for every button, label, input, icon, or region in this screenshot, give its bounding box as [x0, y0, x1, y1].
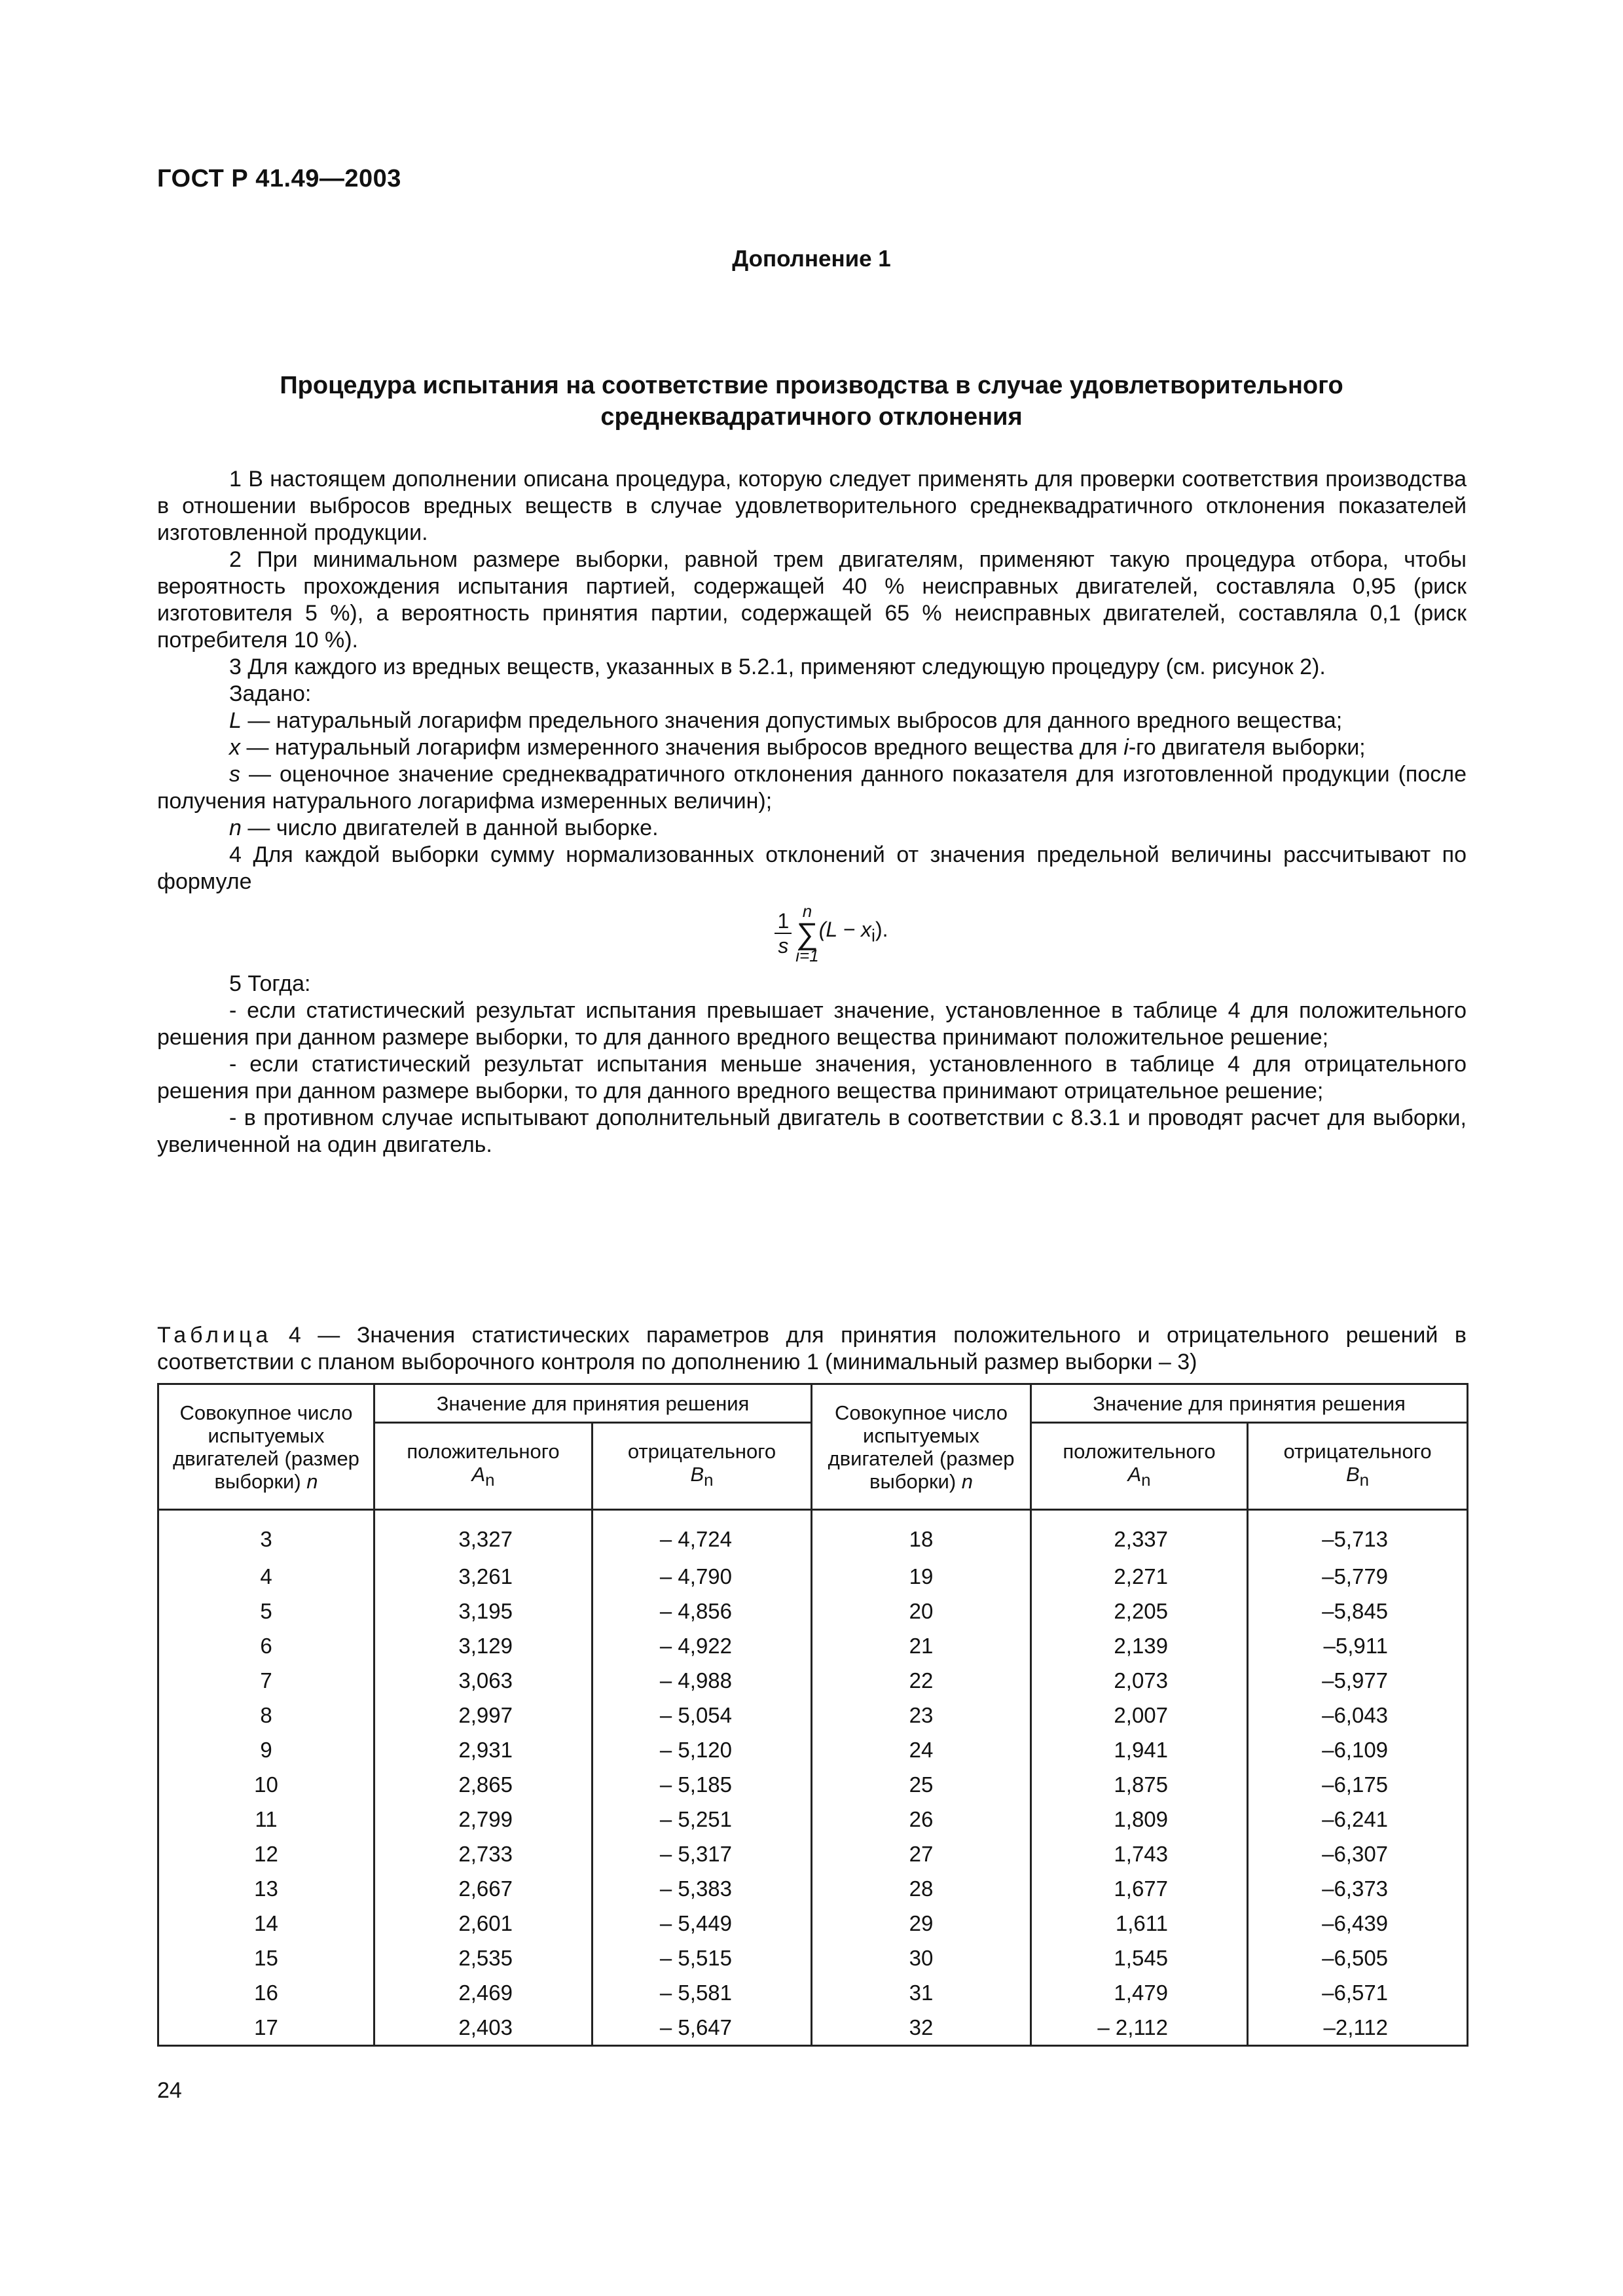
table-cell: 10	[158, 1767, 374, 1802]
header-negative-2-symbol: B	[1345, 1462, 1360, 1486]
table-row	[158, 1663, 1468, 1698]
definition-n	[157, 815, 1467, 842]
table-row	[158, 1906, 1468, 1941]
sigma-symbol: ∑	[796, 916, 818, 950]
table-cell: 2,997	[374, 1698, 593, 1732]
table-cell: –6,439	[1248, 1906, 1468, 1941]
header-positive-2-text: положительного	[1063, 1439, 1216, 1463]
definition-s	[157, 761, 1467, 815]
table-cell: –6,571	[1248, 1975, 1468, 2010]
table-cell: – 5,185	[593, 1767, 812, 1802]
table-cell: – 4,922	[593, 1628, 812, 1663]
main-title	[157, 370, 1466, 433]
table-cell: 18	[812, 1510, 1031, 1560]
table-cell: 2,931	[374, 1732, 593, 1767]
table-cell: 16	[158, 1975, 374, 2010]
table-cell: 15	[158, 1941, 374, 1975]
symbol-n: n	[229, 816, 242, 840]
paragraph-3: 3 Для каждого из вредных веществ, указанных в 5.2.1, применяют следующую процедуру (см. рисунок 2).	[229, 655, 1326, 679]
table-cell: 21	[812, 1628, 1031, 1663]
table-cell: 24	[812, 1732, 1031, 1767]
sum-formula	[196, 895, 1467, 971]
table-cell: 14	[158, 1906, 374, 1941]
table-cell: 1,875	[1031, 1767, 1248, 1802]
table-cell: 1,941	[1031, 1732, 1248, 1767]
table-cell: – 5,449	[593, 1906, 812, 1941]
paragraph-5: 5 Тогда:	[229, 971, 311, 996]
table-row	[158, 1767, 1468, 1802]
table-cell: 2,205	[1031, 1594, 1248, 1628]
table-cell: 2,337	[1031, 1510, 1248, 1560]
formula-fraction	[775, 909, 792, 958]
table-cell: 17	[158, 2010, 374, 2046]
paragraph-1: 1 В настоящем дополнении описана процедура, которую следует применять для проверки соответствия производства в отношении выбросов вредных веществ в случае удовлетворительного среднеквадратичного отклонения показателей изготовленной продукции.	[157, 467, 1467, 545]
table-cell: 6	[158, 1628, 374, 1663]
table-cell: –5,911	[1248, 1628, 1468, 1663]
table-cell: 1,677	[1031, 1871, 1248, 1906]
table-cell: –6,109	[1248, 1732, 1468, 1767]
table-cell: –5,845	[1248, 1594, 1468, 1628]
bullet-3: - в противном случае испытывают дополнительный двигатель в соответствии с 8.3.1 и проводят расчет для выборки, увеличенной на один двигатель.	[157, 1105, 1467, 1157]
bullet-1: - если статистический результат испытания превышает значение, установленное в таблице 4 для положительного решения при данном размере выборки, то для данного вредного вещества принимают положительное решение;	[157, 998, 1467, 1050]
table-cell: 7	[158, 1663, 374, 1698]
table-body	[158, 1510, 1468, 2046]
header-negative-2-sub: n	[1359, 1471, 1370, 1490]
table-cell: – 5,515	[593, 1941, 812, 1975]
definition-n-text: — число двигателей в данной выборке.	[241, 816, 659, 840]
page-number: 24	[157, 2078, 182, 2103]
table-cell: 5	[158, 1594, 374, 1628]
table-cell: 19	[812, 1559, 1031, 1594]
formula-tail: ).	[875, 918, 888, 942]
definition-L-text: — натуральный логарифм предельного значения допустимых выбросов для данного вредного вещества;	[241, 708, 1343, 733]
table-row	[158, 1510, 1468, 1560]
table-row	[158, 1594, 1468, 1628]
formula-expression: (L − x	[818, 918, 872, 942]
table-cell: 28	[812, 1871, 1031, 1906]
table-cell: 3,327	[374, 1510, 593, 1560]
table-cell: –6,307	[1248, 1837, 1468, 1871]
definition-x	[157, 734, 1467, 761]
table-cell: –5,713	[1248, 1510, 1468, 1560]
table-cell: 23	[812, 1698, 1031, 1732]
table-cell: 2,469	[374, 1975, 593, 2010]
header-negative-2	[1248, 1423, 1468, 1510]
header-positive-2-sub: n	[1141, 1471, 1151, 1490]
appendix-title: Дополнение 1	[732, 246, 891, 272]
table-cell: 2,601	[374, 1906, 593, 1941]
header-negative-1-text: отрицательного	[627, 1439, 776, 1463]
table-cell: –6,175	[1248, 1767, 1468, 1802]
header-negative-1-symbol: B	[690, 1462, 704, 1486]
header-positive-1-symbol: A	[471, 1462, 486, 1486]
table-cell: 2,007	[1031, 1698, 1248, 1732]
table-cell: 22	[812, 1663, 1031, 1698]
header-sample-size-1	[158, 1384, 374, 1510]
table-cell: – 5,251	[593, 1802, 812, 1837]
table-cell: – 4,724	[593, 1510, 812, 1560]
paragraph-2: 2 При минимальном размере выборки, равной трем двигателям, применяют такую процедура отбора, чтобы вероятность прохождения испытания партией, содержащей 40 % неисправных двигателей, составляла 0,95 (риск изготовителя 5 %), а вероятность принятия партии, содержащей 65 % неисправных двигателей, составляла 0,1 (риск потребителя 10 %).	[157, 547, 1467, 653]
table-row	[158, 1941, 1468, 1975]
symbol-x: x	[229, 735, 240, 760]
table-cell: 30	[812, 1941, 1031, 1975]
table-cell: 2,799	[374, 1802, 593, 1837]
symbol-L: L	[229, 708, 242, 733]
table-cell: 3,195	[374, 1594, 593, 1628]
table-cell: 1,611	[1031, 1906, 1248, 1941]
header-positive-1-text: положительного	[407, 1439, 560, 1463]
table-cell: 3,261	[374, 1559, 593, 1594]
table-row	[158, 1975, 1468, 2010]
table-row	[158, 2010, 1468, 2046]
main-title-line-1: Процедура испытания на соответствие производства в случае удовлетворительного	[280, 372, 1343, 399]
header-positive-2-symbol: A	[1127, 1462, 1142, 1486]
table-cell: –6,043	[1248, 1698, 1468, 1732]
table-cell: 29	[812, 1906, 1031, 1941]
symbol-s: s	[229, 762, 240, 787]
header-sample-size-2-text: Совокупное число испытуемых двигателей (размер выборки)	[828, 1401, 1015, 1493]
table-cell: 8	[158, 1698, 374, 1732]
definition-x-text-b: -го двигателя выборки;	[1128, 735, 1366, 760]
table-cell: 9	[158, 1732, 374, 1767]
table-cell: 11	[158, 1802, 374, 1837]
table-cell: 13	[158, 1871, 374, 1906]
table-cell: – 5,120	[593, 1732, 812, 1767]
table-cell: 25	[812, 1767, 1031, 1802]
header-decision-value-2: Значение для принятия решения	[1031, 1384, 1468, 1423]
definition-L	[157, 708, 1467, 734]
formula-numerator: 1	[775, 909, 792, 934]
definition-s-text: — оценочное значение среднеквадратичного отклонения данного показателя для изготовленной продукции (после получения натурального логарифма измеренных величин);	[157, 762, 1467, 814]
table-cell: – 4,790	[593, 1559, 812, 1594]
table-caption	[157, 1322, 1467, 1376]
table-cell: – 4,988	[593, 1663, 812, 1698]
document-header: ГОСТ Р 41.49—2003	[157, 165, 401, 192]
table-row	[158, 1698, 1468, 1732]
formula-lower-limit: i=1	[795, 945, 819, 965]
table-cell: 1,809	[1031, 1802, 1248, 1837]
table-cell: 26	[812, 1802, 1031, 1837]
header-sample-size-2-symbol: n	[961, 1469, 974, 1493]
table-cell: – 5,581	[593, 1975, 812, 2010]
table-row	[158, 1559, 1468, 1594]
header-negative-1-sub: n	[704, 1471, 714, 1490]
formula-subscript: i	[871, 925, 875, 946]
table-cell: 2,073	[1031, 1663, 1248, 1698]
table-cell: 2,733	[374, 1837, 593, 1871]
body-text	[157, 466, 1467, 1158]
bullet-2: - если статистический результат испытания меньше значения, установленного в таблице 4 для отрицательного решения при данном размере выборки, то для данного вредного вещества принимают отрицательное решение;	[157, 1052, 1467, 1103]
table-row	[158, 1837, 1468, 1871]
main-title-line-2: среднеквадратичного отклонения	[600, 403, 1023, 431]
table-row	[158, 1732, 1468, 1767]
table-cell: 3,063	[374, 1663, 593, 1698]
table-cell: 2,403	[374, 2010, 593, 2046]
table-caption-label: Таблица	[157, 1323, 272, 1348]
table-cell: 20	[812, 1594, 1031, 1628]
table-cell: 2,535	[374, 1941, 593, 1975]
table-cell: 3	[158, 1510, 374, 1560]
symbol-i: i	[1123, 735, 1129, 760]
header-sample-size-1-symbol: n	[306, 1469, 318, 1493]
header-decision-value-1: Значение для принятия решения	[374, 1384, 812, 1423]
table-cell: 3,129	[374, 1628, 593, 1663]
formula-body	[819, 916, 888, 949]
table-cell: – 5,054	[593, 1698, 812, 1732]
paragraph-4: 4 Для каждой выборки сумму нормализованных отклонений от значения предельной величины рассчитывают по формуле	[157, 842, 1467, 894]
table-cell: 2,271	[1031, 1559, 1248, 1594]
header-sample-size-2	[812, 1384, 1031, 1510]
table-cell: – 5,383	[593, 1871, 812, 1906]
header-positive-1-sub: n	[485, 1471, 495, 1490]
table-cell: 27	[812, 1837, 1031, 1871]
table-cell: –6,241	[1248, 1802, 1468, 1837]
table-cell: – 2,112	[1031, 2010, 1248, 2046]
table-row	[158, 1628, 1468, 1663]
decision-table	[157, 1383, 1468, 2047]
header-positive-2	[1031, 1423, 1248, 1510]
table-cell: 2,667	[374, 1871, 593, 1906]
table-cell: 1,743	[1031, 1837, 1248, 1871]
header-negative-2-text: отрицательного	[1283, 1439, 1432, 1463]
given-label: Задано:	[229, 681, 312, 706]
table-cell: – 4,856	[593, 1594, 812, 1628]
table-cell: –5,977	[1248, 1663, 1468, 1698]
header-positive-1	[374, 1423, 593, 1510]
table-cell: –5,779	[1248, 1559, 1468, 1594]
header-sample-size-1-text: Совокупное число испытуемых двигателей (размер выборки)	[173, 1401, 359, 1493]
table-cell: –2,112	[1248, 2010, 1468, 2046]
table-cell: 31	[812, 1975, 1031, 2010]
table-row	[158, 1802, 1468, 1837]
table-cell: –6,505	[1248, 1941, 1468, 1975]
definition-x-text-a: — натуральный логарифм измеренного значения выбросов вредного вещества для	[240, 735, 1124, 760]
table-cell: – 5,317	[593, 1837, 812, 1871]
formula-sum	[795, 903, 818, 963]
table-cell: –6,373	[1248, 1871, 1468, 1906]
table-cell: 2,865	[374, 1767, 593, 1802]
formula-upper-limit: n	[802, 901, 812, 921]
table-cell: – 5,647	[593, 2010, 812, 2046]
formula-denominator: s	[778, 933, 789, 958]
table-cell: 2,139	[1031, 1628, 1248, 1663]
table-cell: 1,545	[1031, 1941, 1248, 1975]
table-cell: 1,479	[1031, 1975, 1248, 2010]
table-cell: 32	[812, 2010, 1031, 2046]
table-cell: 4	[158, 1559, 374, 1594]
table-cell: 12	[158, 1837, 374, 1871]
table-row	[158, 1871, 1468, 1906]
table-caption-text: 4 — Значения статистических параметров для принятия положительного и отрицательного решений в соответствии с планом выборочного контроля по дополнению 1 (минимальный размер выборки – 3)	[157, 1323, 1467, 1374]
header-negative-1	[593, 1423, 812, 1510]
